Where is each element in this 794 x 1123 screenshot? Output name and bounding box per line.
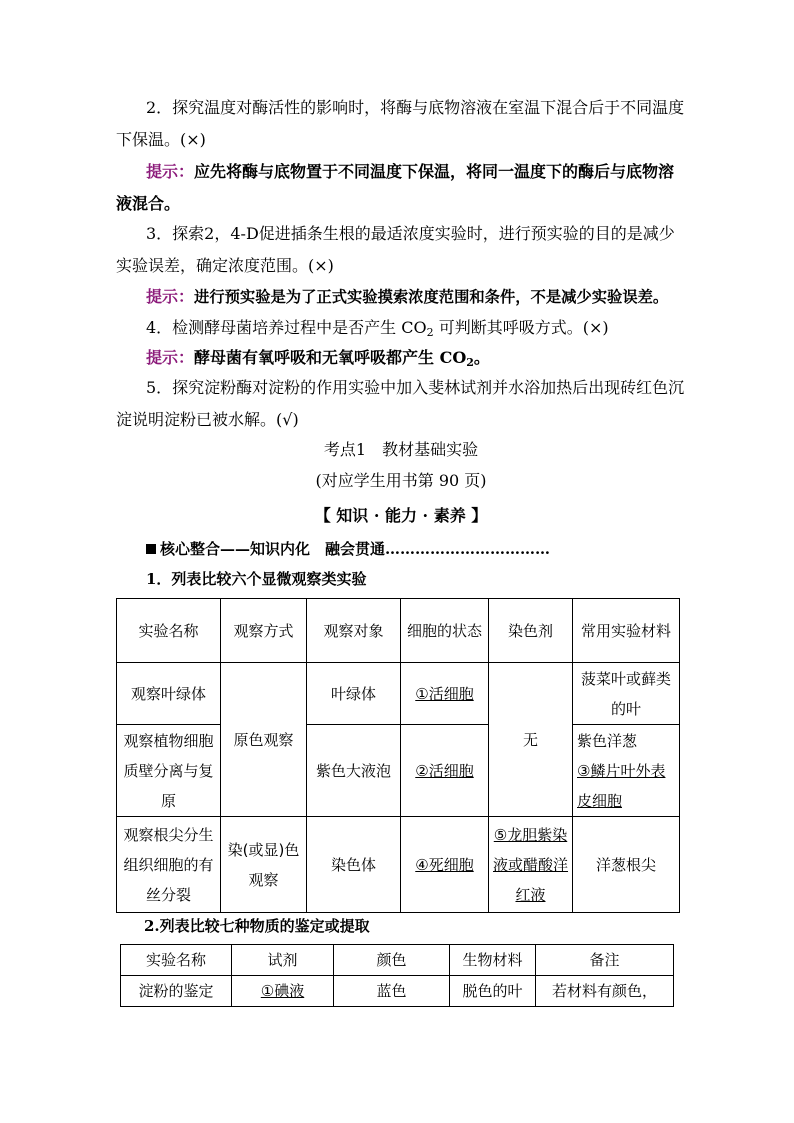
table-row (117, 663, 680, 725)
page-reference: (对应学生用书第 90 页) (315, 471, 487, 490)
cell-state: ②活细胞 (401, 725, 489, 817)
header-cell: 试剂 (232, 945, 334, 976)
cell-name: 淀粉的鉴定 (121, 976, 232, 1007)
cell-name: 观察植物细胞质壁分离与复原 (117, 725, 221, 817)
table-header-row (121, 945, 674, 976)
hint-label: 提示： (146, 162, 195, 181)
item-4: 4．检测酵母菌培养过程中是否产生 $CO_2$ 可判断其呼吸方式。(×) (146, 318, 609, 339)
header-cell: 颜色 (334, 945, 450, 976)
table-row (117, 725, 680, 817)
core-heading: 核心整合——知识内化 融会贯通…………………………… (146, 537, 550, 561)
header-cell: 常用实验材料 (573, 599, 680, 663)
hint-label: 提示： (146, 287, 195, 306)
hint-label: 提示： (146, 348, 195, 367)
header-cell: 生物材料 (450, 945, 536, 976)
cell-reagent: ①碘液 (232, 976, 334, 1007)
header-cell: 染色剂 (489, 599, 573, 663)
item-2: 2．探究温度对酶活性的影响时，将酶与底物溶液在室温下混合后于不同温度下保温。(×) (116, 98, 685, 149)
cell-method: 原色观察 (221, 663, 307, 817)
subheading-2: 2.列表比较七种物质的鉴定或提取 (144, 917, 370, 935)
table-header-row (117, 599, 680, 663)
item-4-hint: 提示：酵母菌有氧呼吸和无氧呼吸都产生 $CO_2$。 (146, 348, 490, 369)
cell-material: 洋葱根尖 (573, 817, 680, 913)
cell-material: 紫色洋葱 ③鳞片叶外表皮细胞 (573, 725, 680, 817)
cell-state: ④死细胞 (401, 817, 489, 913)
cell-material: 菠菜叶或藓类的叶 (573, 663, 680, 725)
table-row (117, 817, 680, 913)
cell-object: 叶绿体 (307, 663, 401, 725)
substance-identification-table (120, 944, 674, 1007)
cell-state: ①活细胞 (401, 663, 489, 725)
cell-method: 染(或显)色观察 (221, 817, 307, 913)
item-3-hint: 提示：进行预实验是为了正式实验摸索浓度范围和条件，不是减少实验误差。 (146, 287, 669, 306)
cell-color: 蓝色 (334, 976, 450, 1007)
subheading-1: 1．列表比较六个显微观察类实验 (146, 570, 367, 588)
cell-stain: 无 (489, 663, 573, 817)
header-cell: 备注 (536, 945, 674, 976)
section-tag: 【 知识 · 能力 · 素养 】 (314, 506, 488, 525)
header-cell: 观察对象 (307, 599, 401, 663)
item-5: 5．探究淀粉酶对淀粉的作用实验中加入斐林试剂并水浴加热后出现砖红色沉淀说明淀粉已被水解。(√) (116, 378, 685, 429)
header-cell: 细胞的状态 (401, 599, 489, 663)
table-row (121, 976, 674, 1007)
cell-name: 观察叶绿体 (117, 663, 221, 725)
cell-object: 紫色大液泡 (307, 725, 401, 817)
cell-object: 染色体 (307, 817, 401, 913)
square-bullet-icon (146, 544, 156, 554)
cell-name: 观察根尖分生组织细胞的有丝分裂 (117, 817, 221, 913)
item-3: 3．探索2，4-D促进插条生根的最适浓度实验时，进行预实验的目的是减少实验误差，确定浓度范围。(×) (116, 224, 675, 275)
cell-stain: ⑤龙胆紫染液或醋酸洋红液 (489, 817, 573, 913)
header-cell: 实验名称 (117, 599, 221, 663)
section-title: 考点1 教材基础实验 (323, 440, 479, 459)
cell-material: 脱色的叶 (450, 976, 536, 1007)
header-cell: 实验名称 (121, 945, 232, 976)
header-cell: 观察方式 (221, 599, 307, 663)
cell-note: 若材料有颜色， (536, 976, 674, 1007)
microscope-experiments-table (116, 598, 680, 913)
item-2-hint: 提示：应先将酶与底物置于不同温度下保温，将同一温度下的酶后与底物溶液混合。 (116, 162, 675, 213)
